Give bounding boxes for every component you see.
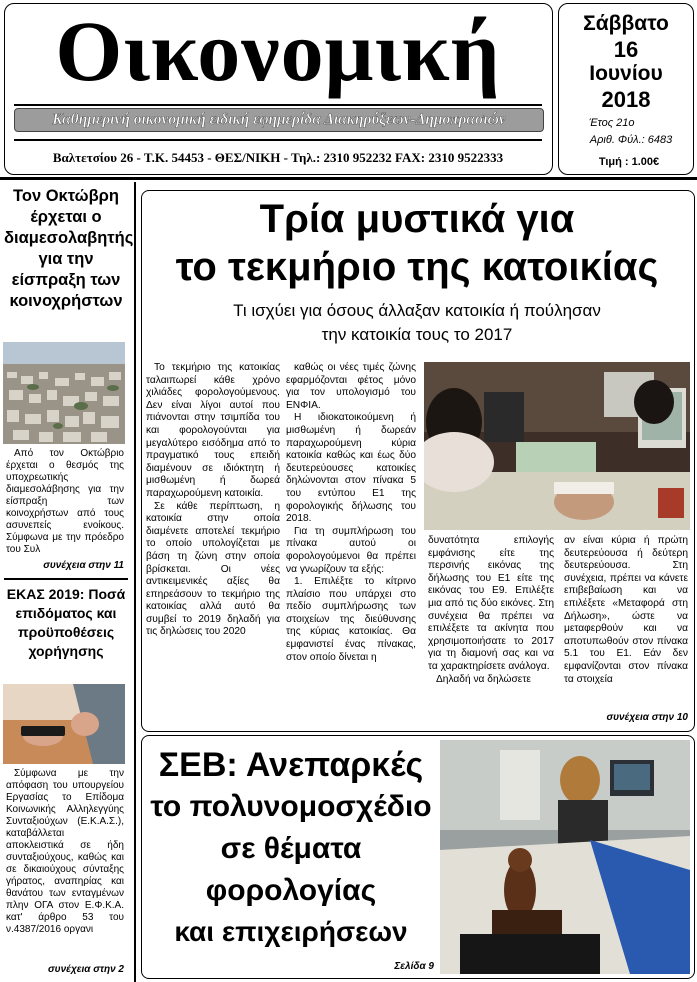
lead-col3-paragraph: Δηλαδή να δηλώσετε — [436, 673, 531, 685]
sidebar-story2-headline: ΕΚΑΣ 2019: Ποσά επιδόματος και προϋποθέσεις χορήγησης — [6, 586, 126, 659]
issue-year: Έτος 21ο — [589, 117, 635, 129]
city-aerial-image — [3, 342, 125, 444]
newspaper-title: Οικονομική — [55, 3, 501, 99]
weekday: Σάββατο — [583, 12, 669, 35]
header-divider — [0, 177, 697, 180]
masthead-rule-lower — [14, 139, 542, 141]
page-reference: Σελίδα 9 — [394, 961, 434, 972]
sidebar-story1-continue: συνέχεια στην 11 — [43, 560, 124, 571]
month: Ιουνίου — [589, 62, 663, 85]
sev-headline-line4: φορολογίας — [205, 874, 377, 907]
address-line: Βαλτετσίου 26 - Τ.Κ. 54453 - ΘΕΣ/ΝΙΚΗ - Τηλ.: 2310 952232 FAX: 2310 9522333 — [52, 150, 504, 165]
lead-continue: συνέχεια στην 10 — [606, 712, 688, 723]
stamp-photo — [440, 740, 690, 974]
sev-headline — [146, 744, 436, 952]
sev-headline-line5: και επιχειρήσεων — [174, 916, 408, 947]
sidebar-divider — [4, 578, 128, 580]
lead-col1-paragraph: Σε κάθε περίπτωση, η κατοικία στην οποία διαμένετε αποτελεί τεκμήριο το οποίο υπολογίζεται με βάση τη ζώνη στην οποία βρίσκεται. Οι νέες αντικειμενικές αξίες θα επηρεάσουν το τεκμήριο της κατοικίας αλλά αυτό θα συμβεί το 2019 δηλαδή για τις δηλώσεις του 2020 — [146, 500, 280, 638]
lead-col2-paragraph: Για τη συμπλήρωση του πίνακα αυτού οι φορολογούμενοι θα πρέπει να γνωρίζουν τα εξής: — [286, 525, 416, 575]
lead-column-3 — [428, 535, 554, 686]
lead-column-2 — [286, 362, 416, 664]
date-box — [558, 3, 694, 175]
sidebar-story2-continue: συνέχεια στην 2 — [48, 964, 124, 975]
lead-col3-paragraph: δυνατότητα επιλογής εμφάνισης είτε της περσινής εικόνας της δήλωσης του Ε1 είτε της εικόνας του Ε9. Επιλέξτε μια από τις δύο εικόνες. Στη συνέχεια θα πρέπει να επιλέξετε τα ακίνητα που χρησιμοποιήσατε το 2017 για τη διαμονή σας και να τα χαρακτηρίσετε ανάλογα. — [428, 535, 554, 672]
lead-col2-paragraph: καθώς οι νέες τιμές ζώνης εφαρμόζονται φέτος μόνο για τον υπολογισμό του ΕΝΦΙΑ. — [286, 362, 416, 411]
lead-col4-paragraph: αν είναι κύρια ή πρώτη δευτερεύουσα ή δεύτερη δευτερεύουσα. Στη συνέχεια, πρέπει να κάνετε επιβεβαίωση και να επιλέξετε «Μεταφορά στη Δήλωση», ώστε να μεταφερθούν και να αποτυπωθούν στον πίνακα 5.1 του Ε1. Εάν δεν εμφανίζονται στον πίνακα τα στοιχεία — [564, 535, 688, 685]
sidebar-story1-headline: Τον Οκτώβρη έρχεται ο διαμεσολαβητής για την είσπραξη των κοινοχρήστων — [4, 187, 134, 310]
lead-subhead-line2: την κατοικία τους το 2017 — [321, 325, 513, 344]
lead-column-4 — [564, 535, 688, 686]
sev-headline-line2: το πολυνομοσχέδιο — [150, 790, 432, 823]
lead-headline-line1: Τρία μυστικά για — [259, 197, 575, 241]
year: 2018 — [601, 87, 651, 112]
lead-col2-paragraph: 1. Επιλέξτε το κίτρινο πλαίσιο που υπάρχει στο πεδίο συμπλήρωσης των στοιχείων της διεύθυνσης της κύριας κατοικίας. Θα εμφανιστεί ένας πίνακας, στον οποίο δίνεται η — [286, 576, 416, 663]
sidebar-story1-body: Από τον Οκτώβριο έρχεται ο θεσμός της υποχρεωτικής διαμεσολάβησης για την είσπραξη των κοινοχρήστων από τους ασυνεπείς ενοίκους. Σύμφωνα με την πρόεδρο του Συλ — [6, 448, 124, 555]
lead-col1-paragraph: Το τεκμήριο της κατοικίας ταλαιπωρεί κάθε χρόνο χιλιάδες φορολογούμενους. Δεν είναι λίγοι αυτοί που πιάνονται στην τσιμπίδα του και φορολογούνται για μεγαλύτερο εισόδημα από το πραγματικό τους επειδή διαμένουν σε ιδιόκτητη ή μισθωμένη ή δωρεά παραχωρούμενη κατοικία. — [146, 362, 280, 499]
lead-subhead-line1: Τι ισχύει για όσους άλλαξαν κατοικία ή πούλησαν — [233, 301, 601, 320]
sev-headline-line1: ΣΕΒ: Ανεπαρκές — [158, 746, 424, 784]
lead-col2-paragraph: Η ιδιοκατοικούμενη ή μισθωμένη ή δωρεάν παραχωρούμενη κύρια κατοικία καθώς και έως δύο δευτερεύουσες κατοικίες δηλώνονται στον πίνακα 5 του εντύπου Ε1 της φορολογικής δήλωσης του 2018. — [286, 412, 416, 525]
day: 16 — [613, 37, 639, 62]
office-photo — [424, 362, 690, 530]
city-photo — [3, 342, 125, 444]
sidebar-vertical-rule — [134, 182, 136, 982]
phone-photo — [3, 684, 125, 764]
price: Τιμή : 1.00€ — [598, 156, 660, 168]
lead-headline-line2: το τεκμήριο της κατοικίας — [175, 245, 659, 289]
lead-column-1 — [146, 362, 280, 639]
office-workers-image — [424, 362, 690, 530]
sidebar-story2-body: Σύμφωνα με την απόφαση του υπουργείου Εργασίας το Επίδομα Κοινωνικής Αλληλεγγύης Συνταξιούχων (Ε.Κ.Α.Σ.), καταβάλλεται αποκλειστικά σε ήδη συνταξιούχους, καθώς και σε δικαιούχους σύνταξης γήρατος, αναπηρίας και θανάτου των ενταγμένων πλην ΟΓΑ στον Ε.Φ.Κ.Α. κατ' άρθρο 53 του ν.4387/2016 οργανι — [6, 768, 124, 935]
masthead-rule — [14, 104, 542, 106]
sev-headline-line3: σε θέματα — [220, 832, 362, 865]
sheet-number: Αριθ. Φύλ.: 6483 — [589, 134, 673, 146]
hands-phone-image — [3, 684, 125, 764]
tagline: Καθημερινή οικονομική ειδική εφημερίδα Διακηρύξεων-Δημοπρασιών — [14, 108, 544, 132]
office-stamp-image — [440, 740, 690, 974]
